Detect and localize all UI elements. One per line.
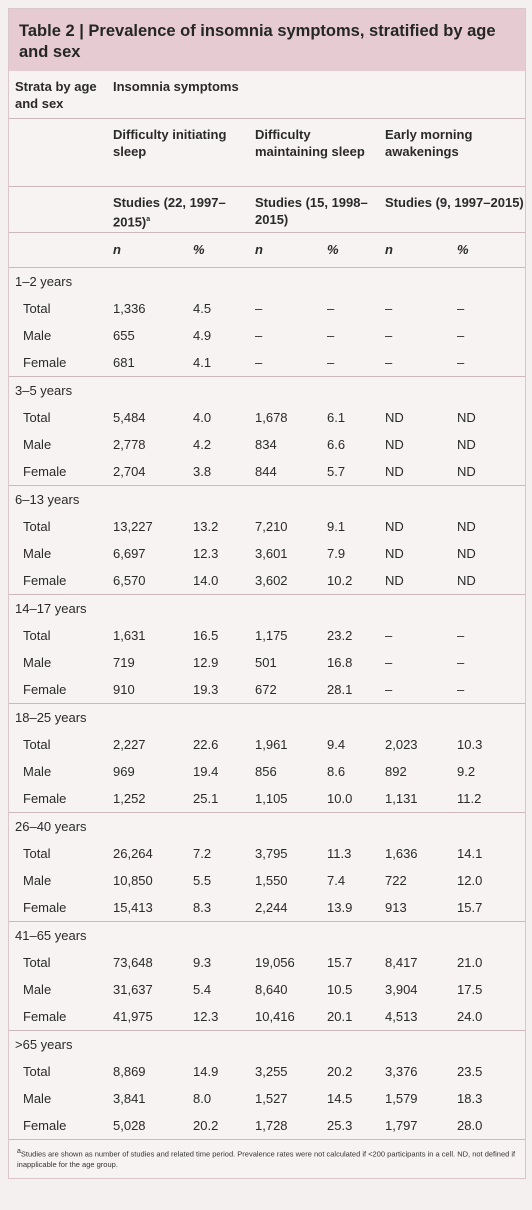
category-difficulty-maintaining: Difficulty maintaining sleep — [255, 118, 385, 186]
sex-label: Female — [23, 1117, 67, 1133]
sex-label: Total — [23, 627, 51, 643]
table-cell: 3.8 — [193, 463, 212, 479]
table-cell: ND — [385, 545, 404, 561]
sex-label: Female — [23, 681, 67, 697]
table-cell: 10,850 — [113, 872, 153, 888]
sex-label: Male — [23, 981, 52, 997]
table-row — [9, 540, 525, 567]
table-cell: ND — [385, 409, 404, 425]
table-cell: 9.2 — [457, 763, 476, 779]
table-cell: 10,416 — [255, 1008, 295, 1024]
table-cell: 14.5 — [327, 1090, 353, 1106]
table-cell: ND — [385, 572, 404, 588]
table-cell: 5.5 — [193, 872, 212, 888]
table-row — [9, 513, 525, 540]
header-row-studies — [9, 186, 525, 232]
table-cell: 4.0 — [193, 409, 212, 425]
table-cell: 3,255 — [255, 1063, 288, 1079]
age-group-row — [9, 812, 525, 840]
table-cell: 844 — [255, 463, 277, 479]
header-row-units — [9, 232, 525, 267]
age-group-label: 41–65 years — [9, 921, 525, 949]
table-cell: 913 — [385, 899, 407, 915]
table-cell: 3,376 — [385, 1063, 418, 1079]
table-cell: 1,131 — [385, 790, 418, 806]
table-cell: 19.3 — [193, 681, 219, 697]
strata-header: Strata by age and sex — [9, 71, 113, 118]
n-header: n — [385, 232, 457, 267]
table-cell: 25.3 — [327, 1117, 353, 1133]
pct-header: % — [457, 232, 525, 267]
table-cell: 8.0 — [193, 1090, 212, 1106]
table-cell: 4.5 — [193, 300, 212, 316]
table-cell: 8.3 — [193, 899, 212, 915]
table-cell: 4.1 — [193, 354, 212, 370]
table-cell: 17.5 — [457, 981, 483, 997]
table-cell: – — [385, 654, 393, 670]
table-cell: 16.5 — [193, 627, 219, 643]
table-cell: 73,648 — [113, 954, 153, 970]
table-cell: 8,869 — [113, 1063, 146, 1079]
sex-label: Male — [23, 763, 52, 779]
age-group-row — [9, 267, 525, 295]
table-cell: 1,550 — [255, 872, 288, 888]
table-row — [9, 322, 525, 349]
table-cell: 1,579 — [385, 1090, 418, 1106]
table-cell: 28.0 — [457, 1117, 483, 1133]
table-cell: 23.5 — [457, 1063, 483, 1079]
table-cell: 12.9 — [193, 654, 219, 670]
table-cell: – — [255, 300, 263, 316]
studies-initiating: Studies (22, 1997–2015)$^a$ — [113, 186, 255, 232]
table-cell: 13.9 — [327, 899, 353, 915]
table-row — [9, 676, 525, 704]
table-cell: 1,527 — [255, 1090, 288, 1106]
category-early-awakenings: Early morning awakenings — [385, 118, 525, 186]
table-cell: ND — [457, 518, 476, 534]
sex-label: Male — [23, 1090, 52, 1106]
table-cell: 4.2 — [193, 436, 212, 452]
table-cell: 6.6 — [327, 436, 346, 452]
table-row — [9, 867, 525, 894]
sex-label: Male — [23, 654, 52, 670]
table-cell: 910 — [113, 681, 135, 697]
sex-label: Male — [23, 545, 52, 561]
age-group-row — [9, 921, 525, 949]
table-cell: 15.7 — [457, 899, 483, 915]
table-row — [9, 758, 525, 785]
table-cell: 5,484 — [113, 409, 146, 425]
table-cell: 10.2 — [327, 572, 353, 588]
table-row — [9, 1112, 525, 1139]
age-group-label: 1–2 years — [15, 273, 73, 289]
sex-label: Female — [23, 463, 67, 479]
sex-label: Female — [23, 790, 67, 806]
table-row — [9, 295, 525, 322]
table-cell: 1,678 — [255, 409, 288, 425]
sex-label: Female — [23, 572, 67, 588]
table-cell: – — [385, 300, 393, 316]
table-cell: 5.7 — [327, 463, 346, 479]
age-group-row — [9, 1030, 525, 1058]
table-cell: 2,023 — [385, 736, 418, 752]
sex-label: Female — [23, 354, 67, 370]
sex-label: Female — [23, 899, 67, 915]
n-header: n — [113, 232, 193, 267]
studies-maintaining: Studies (15, 1998–2015) — [255, 186, 385, 232]
header-row-strata — [9, 71, 525, 118]
table-cell: – — [385, 627, 393, 643]
table-cell: – — [457, 300, 465, 316]
table-row — [9, 349, 525, 377]
table-cell: ND — [385, 463, 404, 479]
studies-awakenings: Studies (9, 1997–2015) — [385, 186, 525, 232]
table-cell: 14.0 — [193, 572, 219, 588]
table-cell: 3,841 — [113, 1090, 146, 1106]
table-cell: 1,797 — [385, 1117, 418, 1133]
table-cell: 10.3 — [457, 736, 483, 752]
table-row — [9, 949, 525, 976]
table-cell: 1,252 — [113, 790, 146, 806]
table-cell: 10.0 — [327, 790, 353, 806]
age-group-label: >65 years — [9, 1030, 525, 1058]
table-cell: 13,227 — [113, 518, 153, 534]
table-cell: 8,417 — [385, 954, 418, 970]
table-cell: – — [457, 327, 465, 343]
age-group-row — [9, 376, 525, 404]
table-cell: ND — [457, 572, 476, 588]
table-row — [9, 404, 525, 431]
sex-label: Total — [23, 300, 51, 316]
table-cell: 2,704 — [113, 463, 146, 479]
table-cell: 8,640 — [255, 981, 288, 997]
table-cell: 12.0 — [457, 872, 483, 888]
footnote-marker: a — [146, 215, 151, 223]
table-cell: 18.3 — [457, 1090, 483, 1106]
category-difficulty-initiating: Difficulty initiating sleep — [113, 118, 255, 186]
prevalence-table — [9, 71, 525, 1139]
table-cell: 24.0 — [457, 1008, 483, 1024]
age-group-row — [9, 485, 525, 513]
table-cell: 28.1 — [327, 681, 353, 697]
table-cell: 1,961 — [255, 736, 288, 752]
age-group-row — [9, 594, 525, 622]
table-row — [9, 622, 525, 649]
table-row — [9, 840, 525, 867]
table-cell: – — [457, 627, 465, 643]
age-group-label: 3–5 years — [9, 376, 525, 404]
table-cell: 20.2 — [327, 1063, 353, 1079]
table-cell: 3,601 — [255, 545, 288, 561]
table-cell: – — [327, 300, 335, 316]
table-cell: 4.9 — [193, 327, 212, 343]
table-cell: 4,513 — [385, 1008, 418, 1024]
table-cell: 681 — [113, 354, 135, 370]
table-cell: – — [327, 354, 335, 370]
age-group-label: 6–13 years — [9, 485, 525, 513]
table-cell: 1,105 — [255, 790, 288, 806]
table-cell: 7.9 — [327, 545, 346, 561]
table-cell: 20.1 — [327, 1008, 353, 1024]
table-cell: – — [457, 654, 465, 670]
table-cell: 26,264 — [113, 845, 153, 861]
age-group-label: 14–17 years — [9, 594, 525, 622]
table-cell: – — [255, 327, 263, 343]
table-cell: – — [385, 354, 393, 370]
table-cell: 969 — [113, 763, 135, 779]
table-cell: 12.3 — [193, 545, 219, 561]
table-cell: ND — [457, 463, 476, 479]
table-cell: – — [457, 681, 465, 697]
table-footnote: $^a$Studies are shown as number of studies and related time period. Prevalence rates were not calculated if <200 participants in a cell. ND, not defined if inapplicable for the age group. — [9, 1139, 525, 1179]
symptoms-header: Insomnia symptoms — [113, 71, 525, 118]
table-row — [9, 731, 525, 758]
table-cell: 31,637 — [113, 981, 153, 997]
table-cell: 9.3 — [193, 954, 212, 970]
table-cell: 672 — [255, 681, 277, 697]
table-cell: 1,175 — [255, 627, 288, 643]
table-row — [9, 567, 525, 595]
table-cell: 21.0 — [457, 954, 483, 970]
table-cell: 19,056 — [255, 954, 295, 970]
table-cell: 2,244 — [255, 899, 288, 915]
table-figure — [8, 8, 526, 1179]
table-cell: 22.6 — [193, 736, 219, 752]
table-cell: 892 — [385, 763, 407, 779]
table-cell: 25.1 — [193, 790, 219, 806]
table-cell: 15.7 — [327, 954, 353, 970]
pct-header: % — [193, 232, 255, 267]
table-cell: 9.1 — [327, 518, 346, 534]
table-cell: 14.1 — [457, 845, 483, 861]
sex-label: Male — [23, 436, 52, 452]
table-cell: 1,336 — [113, 300, 146, 316]
table-cell: – — [255, 354, 263, 370]
table-row — [9, 785, 525, 813]
table-cell: 1,728 — [255, 1117, 288, 1133]
table-cell: – — [457, 354, 465, 370]
sex-label: Male — [23, 872, 52, 888]
table-cell: – — [385, 681, 393, 697]
table-title: Table 2 | Prevalence of insomnia symptoms, stratified by age and sex — [9, 9, 525, 71]
table-cell: 501 — [255, 654, 277, 670]
table-cell: 5,028 — [113, 1117, 146, 1133]
table-cell: – — [385, 327, 393, 343]
table-cell: ND — [385, 436, 404, 452]
sex-label: Total — [23, 1063, 51, 1079]
table-row — [9, 894, 525, 922]
table-cell: 2,227 — [113, 736, 146, 752]
table-cell: 7.4 — [327, 872, 346, 888]
table-cell: 6.1 — [327, 409, 346, 425]
table-cell: 5.4 — [193, 981, 212, 997]
sex-label: Female — [23, 1008, 67, 1024]
table-row — [9, 649, 525, 676]
sex-label: Total — [23, 845, 51, 861]
header-row-categories — [9, 118, 525, 186]
table-row — [9, 431, 525, 458]
n-header: n — [255, 232, 327, 267]
sex-label: Total — [23, 736, 51, 752]
table-row — [9, 976, 525, 1003]
table-row — [9, 1003, 525, 1031]
table-cell: 8.6 — [327, 763, 346, 779]
table-cell: 9.4 — [327, 736, 346, 752]
table-cell: ND — [457, 409, 476, 425]
pct-header: % — [327, 232, 385, 267]
table-cell: 11.3 — [327, 845, 352, 861]
table-row — [9, 1085, 525, 1112]
table-cell: ND — [457, 545, 476, 561]
table-cell: 10.5 — [327, 981, 353, 997]
table-cell: – — [327, 327, 335, 343]
table-cell: 3,602 — [255, 572, 288, 588]
table-cell: ND — [457, 436, 476, 452]
table-cell: 655 — [113, 327, 135, 343]
age-group-label: 18–25 years — [9, 703, 525, 731]
age-group-label: 26–40 years — [9, 812, 525, 840]
table-cell: 719 — [113, 654, 135, 670]
table-cell: 6,697 — [113, 545, 146, 561]
table-row — [9, 458, 525, 486]
table-cell: 1,631 — [113, 627, 146, 643]
table-cell: 19.4 — [193, 763, 219, 779]
table-cell: 14.9 — [193, 1063, 219, 1079]
table-cell: 834 — [255, 436, 277, 452]
sex-label: Male — [23, 327, 52, 343]
table-cell: 15,413 — [113, 899, 153, 915]
table-cell: 12.3 — [193, 1008, 219, 1024]
table-row — [9, 1058, 525, 1085]
table-cell: 23.2 — [327, 627, 353, 643]
table-cell: 13.2 — [193, 518, 219, 534]
table-cell: 7.2 — [193, 845, 212, 861]
table-cell: 41,975 — [113, 1008, 153, 1024]
table-cell: ND — [385, 518, 404, 534]
age-group-row — [9, 703, 525, 731]
table-cell: 722 — [385, 872, 407, 888]
table-cell: 1,636 — [385, 845, 418, 861]
table-cell: 6,570 — [113, 572, 146, 588]
sex-label: Total — [23, 409, 51, 425]
sex-label: Total — [23, 518, 51, 534]
table-cell: 3,904 — [385, 981, 418, 997]
table-cell: 3,795 — [255, 845, 288, 861]
table-cell: 2,778 — [113, 436, 146, 452]
table-cell: 11.2 — [457, 790, 482, 806]
sex-label: Total — [23, 954, 51, 970]
table-cell: 20.2 — [193, 1117, 219, 1133]
table-cell: 7,210 — [255, 518, 288, 534]
table-cell: 16.8 — [327, 654, 353, 670]
table-cell: 856 — [255, 763, 277, 779]
